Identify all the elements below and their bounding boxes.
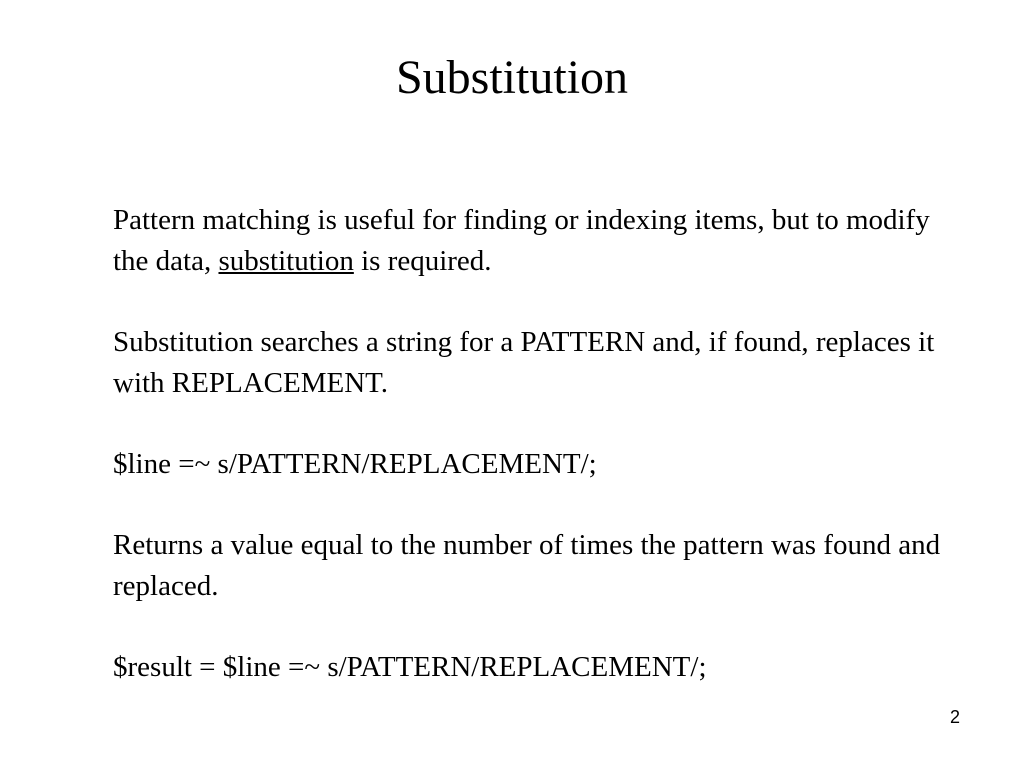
paragraph-text: Pattern matching is useful for finding or indexing items, but to modify the data, — [113, 204, 930, 277]
spacer — [113, 485, 953, 525]
paragraph-return-value: Returns a value equal to the number of times the pattern was found and replaced. — [113, 529, 941, 602]
paragraph-text: is required. — [353, 245, 492, 277]
slide-content — [113, 200, 953, 688]
spacer — [113, 607, 953, 647]
substitution-term: substitution — [218, 245, 354, 277]
slide-title: Substitution — [395, 51, 629, 104]
spacer — [113, 282, 953, 322]
spacer — [113, 404, 953, 444]
code-line-result: $result = $line =~ s/PATTERN/REPLACEMENT/; — [113, 651, 707, 683]
code-line-substitution: $line =~ s/PATTERN/REPLACEMENT/; — [113, 448, 597, 480]
paragraph-substitution-description: Substitution searches a string for a PATTERN and, if found, replaces it with REPLACEMENT. — [113, 326, 935, 399]
paragraph-pattern-matching — [113, 200, 953, 282]
page-number: 2 — [949, 707, 960, 727]
